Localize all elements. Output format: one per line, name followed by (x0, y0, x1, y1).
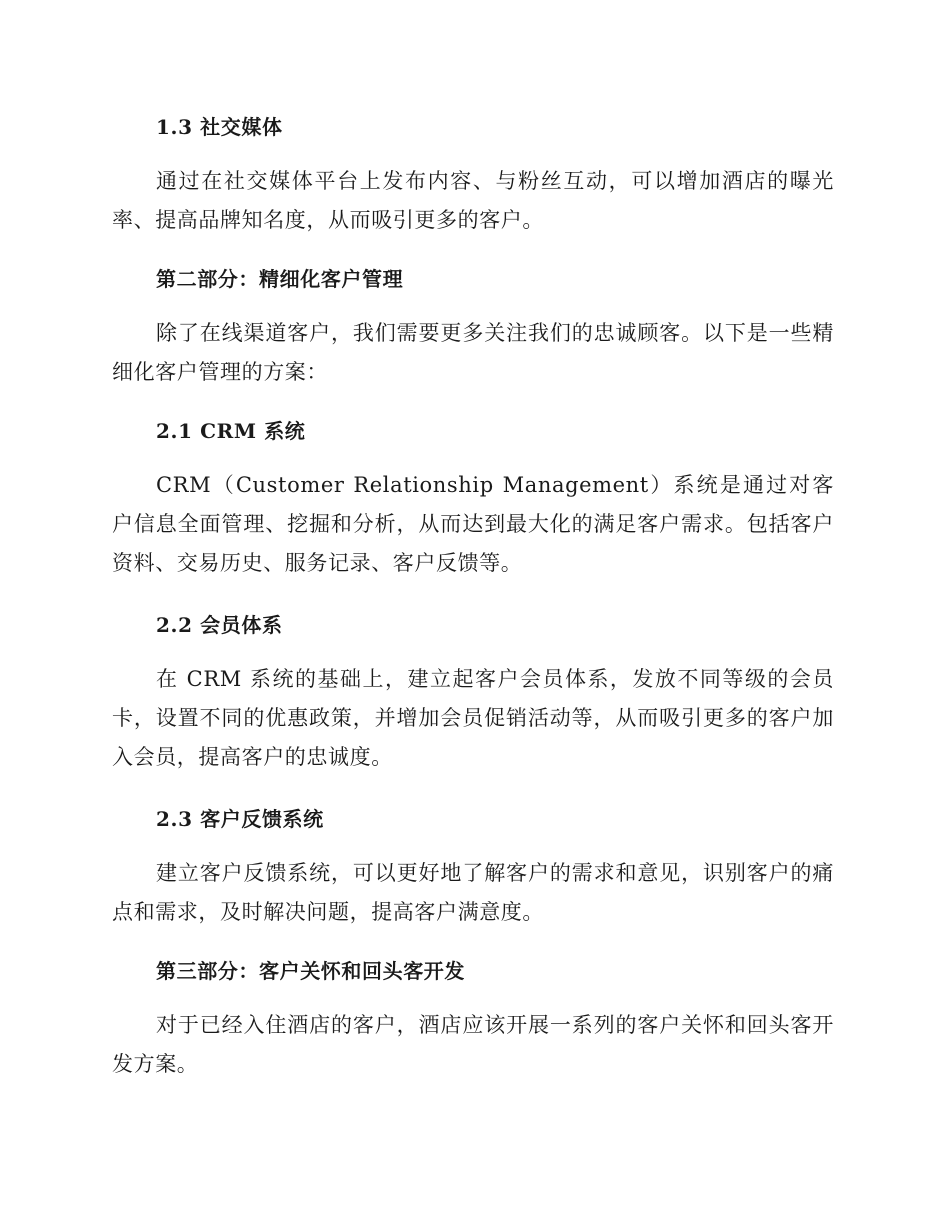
section-heading-2-2: 2.2 会员体系 (156, 613, 283, 637)
section-heading-2-3: 2.3 客户反馈系统 (156, 807, 324, 831)
paragraph-1-3: 通过在社交媒体平台上发布内容、与粉丝互动，可以增加酒店的曝光率、提高品牌知名度，从而吸引更多的客户。 (112, 169, 834, 232)
part-heading-3: 第三部分：客户关怀和回头客开发 (156, 959, 465, 983)
paragraph-2-3: 建立客户反馈系统，可以更好地了解客户的需求和意见，识别客户的痛点和需求，及时解决问题，提高客户满意度。 (112, 861, 834, 924)
paragraph-2-2: 在 CRM 系统的基础上，建立起客户会员体系，发放不同等级的会员卡，设置不同的优惠政策，并增加会员促销活动等，从而吸引更多的客户加入会员，提高客户的忠诚度。 (112, 667, 834, 769)
section-heading-1-3: 1.3 社交媒体 (156, 115, 283, 139)
paragraph-2-1: CRM（Customer Relationship Management）系统是通过对客户信息全面管理、挖掘和分析，从而达到最大化的满足客户需求。包括客户资料、交易历史、服务记录、客户反馈等。 (112, 473, 834, 575)
part-heading-2: 第二部分：精细化客户管理 (156, 267, 404, 291)
section-heading-2-1: 2.1 CRM 系统 (156, 419, 306, 443)
paragraph-part-3: 对于已经入住酒店的客户，酒店应该开展一系列的客户关怀和回头客开发方案。 (112, 1013, 834, 1076)
paragraph-part-2: 除了在线渠道客户，我们需要更多关注我们的忠诚顾客。以下是一些精细化客户管理的方案： (112, 321, 834, 384)
